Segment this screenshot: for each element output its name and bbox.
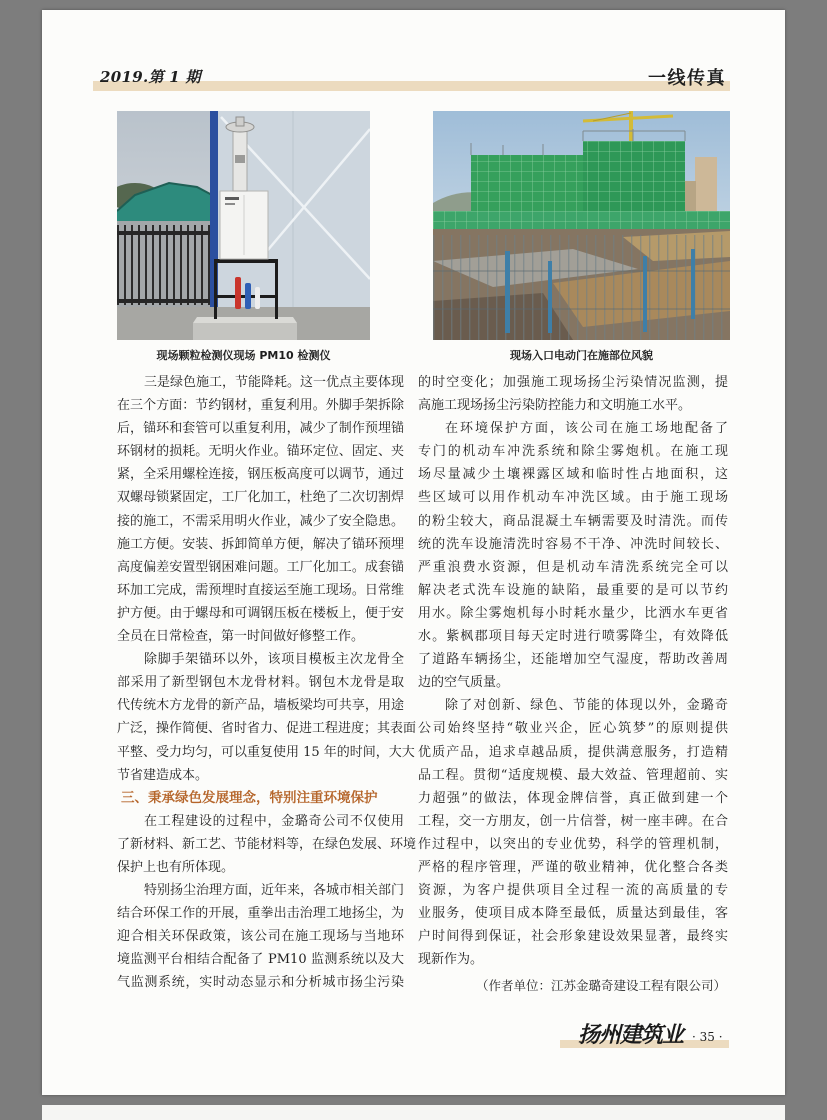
text-line: 现新作为。 — [418, 952, 484, 968]
lower-green-net-band — [433, 211, 730, 231]
text-line: 三是绿色施工，节能降耗。这一优点主要体现 — [144, 375, 405, 390]
text-line: 严格的程序管理，严谨的敬业精神，优化整合各类 — [418, 859, 728, 875]
text-line: 紧，全采用螺栓连接，钢压板高度可以调节，通过 — [117, 467, 404, 483]
text-line: 业服务，使项目成本降至最低，质量达到最佳，客 — [418, 906, 728, 922]
next-page-edge — [42, 1105, 785, 1120]
photo-caption-left: 现场颗粒检测仪现场 PM10 检测仪 — [156, 349, 331, 362]
right-column — [418, 371, 728, 998]
text-line: 广泛，操作简便、省时省力、促进工程进度；其表面 — [117, 721, 417, 737]
text-line: 全员在日常检查，第一时间做好修整工作。 — [117, 629, 365, 645]
text-line: 护方便。由于螺母和可调钢压板在楼板上，便于安 — [117, 605, 404, 621]
text-line: 后，锚环和套管可以重复利用，减少了制作预埋锚 — [117, 421, 404, 437]
text-line: 水。紫枫郡项目每天定时进行喷雾降尘，有效降低 — [418, 629, 728, 645]
text-line: 的时空变化；加强施工现场扬尘污染情况监测，提 — [418, 375, 728, 390]
text-line: 环加工完成，需预埋时直接运至施工现场。日常维 — [117, 582, 404, 598]
text-line: 迎合相关环保政策，该公司在施工现场与当地环 — [117, 929, 404, 945]
monitor-cabinet — [220, 191, 268, 259]
column-title: 一线传真 — [648, 68, 726, 89]
text-line: 统的洗车设施清洗时容易不干净、冲洗时间较长、 — [418, 536, 728, 552]
text-line: 解决老式洗车设施的缺陷，最重要的是可以节约 — [418, 582, 728, 598]
photo-construction-site — [433, 111, 730, 340]
text-line: 气监测系统，实时动态显示和分析城市扬尘污染 — [117, 975, 404, 991]
author-byline: （作者单位：江苏金璐奇建设工程有限公司） — [475, 978, 726, 994]
text-line: 代传统木方龙骨的新产品，墙板梁均可共享，用途 — [117, 698, 404, 714]
text-line: 严重浪费水资源，但是机动车清洗系统完全可以 — [418, 559, 728, 575]
text-line: 场尽量减少土壤裸露区域和临时性占地面积，这 — [418, 467, 728, 483]
text-line: 除了对创新、绿色、节能的体现以外，金璐奇 — [445, 698, 728, 714]
text-line: 的粉尘较大，商品混凝土车辆需要及时清洗。而传 — [418, 513, 728, 529]
text-line: 了新材料、新工艺、节能材料等，在绿色发展、环境 — [117, 836, 417, 852]
text-line: 双螺母锁紧固定，工厂化加工，杜绝了二次切割焊 — [117, 490, 404, 506]
text-line: 特别扬尘治理方面，近年来，各城市相关部门 — [144, 883, 405, 899]
text-line: 专门的机动车冲洗系统和除尘雾炮机。在施工现 — [418, 444, 728, 460]
text-line: 公司始终坚持“敬业兴企，匠心筑梦”的原则提供 — [418, 721, 728, 737]
text-line: 部采用了新型钢包木龙骨材料。钢包木龙骨是取 — [117, 675, 404, 691]
text-line: 用水。除尘雾炮机每小时耗水量少，比洒水车更省 — [418, 605, 728, 621]
paragraph — [117, 879, 404, 994]
iron-fence — [117, 225, 212, 305]
left-column — [117, 371, 417, 995]
text-line: 优质产品，追求卓越品质，提供满意服务，打造精 — [418, 744, 728, 760]
photo-caption-right: 现场入口电动门在施部位风貌 — [510, 349, 653, 362]
concrete-base — [193, 317, 297, 340]
text-line: 户时间得到保证，社会形象建设效果显著，最终实 — [418, 929, 728, 945]
text-line: 境监测平台相结合配备了 PM10 监测系统以及大 — [117, 952, 404, 968]
paragraph — [117, 810, 417, 879]
text-line: 高度偏差安置型钢困难问题。工厂化加工。成套锚 — [117, 559, 404, 575]
text-line: 在环境保护方面，该公司在施工场地配备了 — [445, 421, 728, 437]
text-line: 接的施工，不需采用明火作业，减少了安全隐患。 — [117, 513, 404, 529]
text-line: 作过程中，以突出的专业优势，科学的管理机制， — [418, 836, 728, 852]
text-line: 品工程。贯彻“适度规模、最大效益、管理超前、实 — [418, 767, 728, 783]
text-line: 些区域可以用作机动车冲洗区域。由于施工现场 — [418, 490, 728, 506]
paragraph — [418, 417, 728, 694]
text-line: 节省建造成本。 — [117, 767, 209, 783]
text-line: 力超强”的做法，体现金牌信誉，真正做到建一个 — [418, 790, 728, 806]
page-number: · 35 · — [692, 1030, 723, 1044]
paragraph — [418, 371, 728, 417]
text-line: 保护上也有所体现。 — [117, 859, 235, 875]
text-line: 资源，为客户提供项目全过程一流的高质量的专 — [418, 883, 728, 899]
text-line: 施工方便。安装、拆卸简单方便，解决了锚环预埋 — [117, 536, 404, 552]
site-formwork — [433, 229, 730, 340]
text-line: 边的空气质量。 — [418, 675, 510, 691]
text-line: 在三个方面：节约钢材，重复利用。外脚手架拆除 — [117, 398, 404, 414]
text-line: 高施工现场扬尘污染防控能力和文明施工水平。 — [418, 398, 692, 414]
paragraph — [117, 371, 404, 648]
paragraph — [418, 694, 728, 971]
text-line: 平整、受力均匀，可以重复使用 15 年的时间，大大 — [117, 744, 415, 760]
text-line: 在工程建设的过程中，金璐奇公司不仅使用 — [144, 813, 404, 829]
text-line: 结合环保工作的开展，重拳出击治理工地扬尘，为 — [117, 906, 404, 922]
issue-label: 2019.第 1 期 — [100, 68, 201, 86]
section-heading: 三、秉承绿色发展理念，特别注重环境保护 — [121, 789, 378, 806]
text-line: 除脚手架锚环以外，该项目模板主次龙骨全 — [144, 652, 404, 668]
magazine-logo: 扬州建筑业 — [578, 1022, 684, 1048]
text-line: 环钢材的损耗。无明火作业。锚环定位、固定、夹 — [117, 444, 404, 460]
text-line: 工程，交一方朋友，创一片信誉，树一座丰碑。在合 — [418, 813, 728, 829]
photo-pm10-monitor — [117, 111, 370, 340]
text-line: 了道路车辆扬尘，还能增加空气湿度，帮助改善周 — [418, 652, 728, 668]
paragraph — [117, 648, 417, 787]
